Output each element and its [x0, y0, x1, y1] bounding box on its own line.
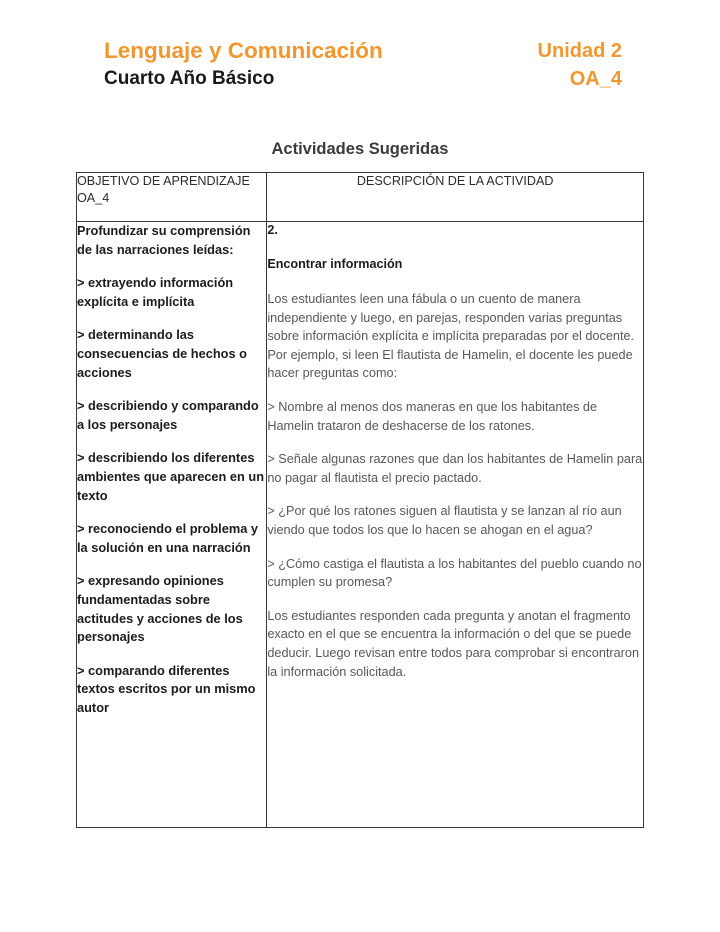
objective-paragraph: > expresando opiniones fundamentadas sobre actitudes y acciones de los personajes: [77, 573, 243, 645]
activity-intro-paragraph: Los estudiantes leen una fábula o un cuento de manera independiente y luego, en parejas, responden varias preguntas sobre información explícita e implícita preparadas por el docente. Por ejemplo, si leen El flautista de Hamelin, el docente les puede hacer preguntas como:: [267, 292, 635, 381]
suggested-activities-table: [76, 172, 644, 828]
header-right-group: [538, 38, 622, 91]
objective-paragraph: > describiendo y comparando a los personajes: [77, 398, 259, 432]
column-header-description-label: DESCRIPCIÓN DE LA ACTIVIDAD: [356, 174, 554, 188]
grade-title: Cuarto Año Básico: [104, 68, 275, 89]
objective-paragraph: > extrayendo información explícita e implícita: [77, 275, 234, 309]
description-cell: [267, 222, 644, 828]
objective-paragraph: > reconociendo el problema y la solución en una narración: [77, 521, 258, 555]
table-header-cell-description: [267, 173, 644, 222]
activity-question: > ¿Cómo castiga el flautista a los habitantes del pueblo cuando no cumplen su promesa?: [267, 556, 642, 590]
activity-number: 2.: [267, 223, 278, 237]
table-content-row: [77, 222, 644, 828]
objective-paragraph: > comparando diferentes textos escritos por un mismo autor: [77, 662, 256, 715]
table-header-row: [77, 173, 644, 222]
activity-question: > Nombre al menos dos maneras en que los habitantes de Hamelin trataron de deshacerse de los ratones.: [267, 399, 598, 433]
document-header: [104, 38, 622, 91]
objective-cell: [77, 222, 267, 828]
objective-paragraph: > describiendo los diferentes ambientes que aparecen en un texto: [77, 450, 265, 503]
activity-closing-paragraph: Los estudiantes responden cada pregunta y anotan el fragmento exacto en el que se encuentra la información o del que se puede deducir. Luego revisan entre todos para comprobar si encontraron la información solicitada.: [267, 608, 640, 679]
unit-label: Unidad 2: [537, 40, 622, 62]
objective-paragraph: Profundizar su comprensión de las narraciones leídas:: [77, 223, 251, 257]
oa-code-label: OA_4: [569, 68, 622, 90]
activity-question: > Señale algunas razones que dan los habitantes de Hamelin para no pagar al flautista el precio pactado.: [267, 452, 643, 485]
table-header-cell-objective: [77, 173, 267, 222]
section-title: Actividades Sugeridas: [271, 140, 449, 158]
column-header-objective-label: OBJETIVO DE APRENDIZAJE OA_4: [77, 174, 250, 205]
objective-paragraph: > determinando las consecuencias de hechos o acciones: [77, 327, 247, 380]
activity-heading: Encontrar información: [267, 257, 403, 271]
subject-title: Lenguaje y Comunicación: [104, 38, 383, 63]
activity-question: > ¿Por qué los ratones siguen al flautista y se lanzan al río aun viendo que todos los que lo hacen se ahogan en el agua?: [267, 504, 622, 537]
header-left-group: [104, 38, 383, 91]
